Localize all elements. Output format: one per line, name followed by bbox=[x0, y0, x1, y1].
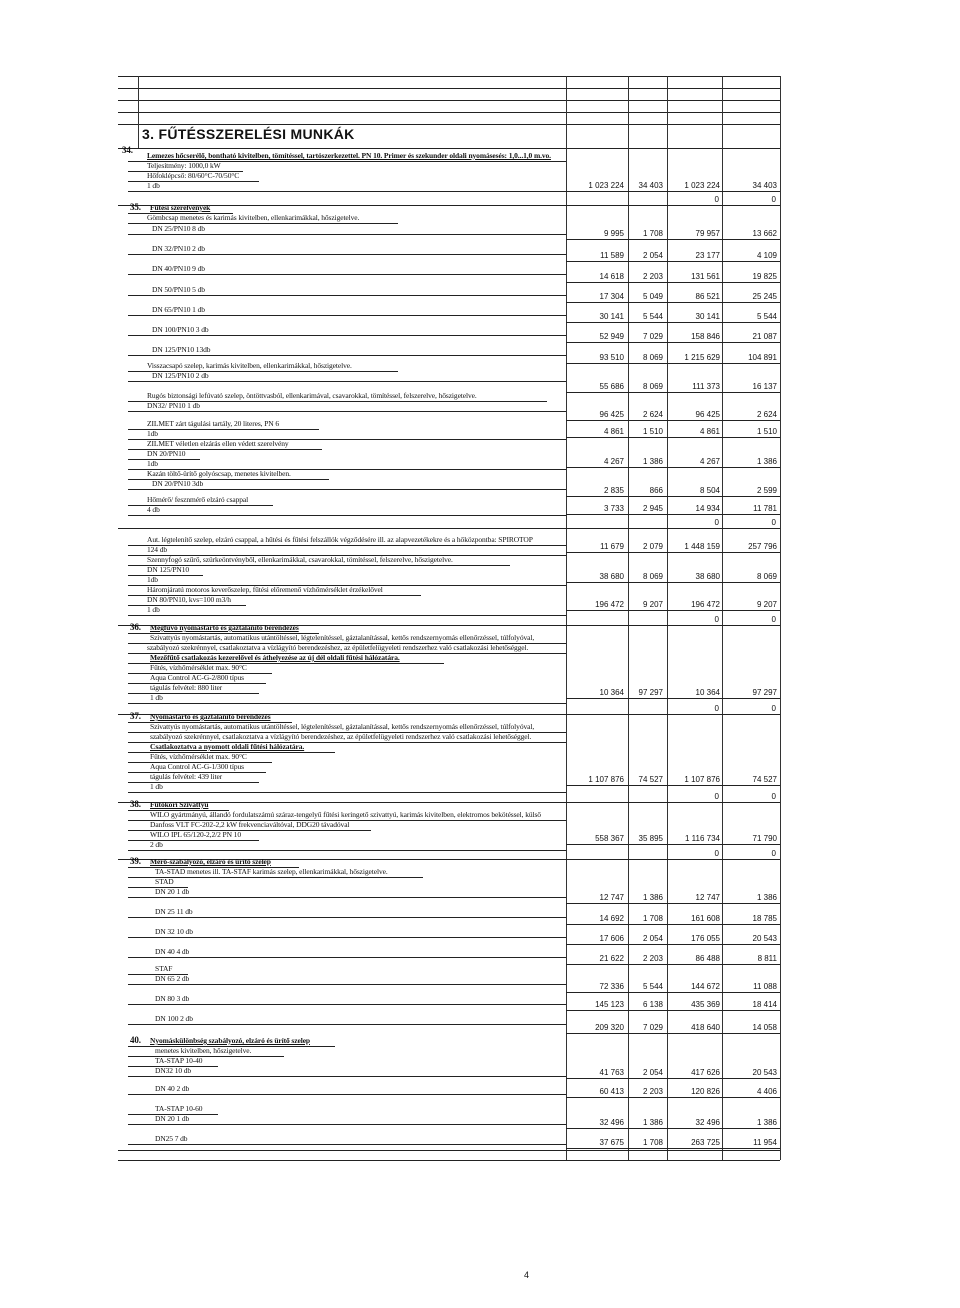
item-description: Nyomástartó és gáztalanító berendezés bbox=[150, 712, 271, 721]
unit-labour-price: 2 054 bbox=[642, 251, 663, 260]
item-description: WILO gyártmányú, állandó fordulatszámú száraz-tengelyű fűtési keringető szivattyú, karimás kivitelben, elektromos bekötéssel, külső bbox=[150, 810, 541, 819]
total-labour-price: 16 137 bbox=[752, 382, 777, 391]
item-description: Szennyfogó szűrő, szürkeöntvényből, ellenkarimákkal, csavarokkal, tömítéssel, felszerelve, hőszigetelve. bbox=[147, 555, 453, 564]
item-description: Nyomáskülönbség szabályozó, elzáró és ürítő szelep bbox=[150, 1036, 310, 1045]
row-rule bbox=[566, 924, 780, 925]
item-description: Teljesítmény: 1000,0 kW bbox=[147, 161, 221, 170]
unit-material-price: 4 267 bbox=[603, 457, 624, 466]
item-quantity: DN32/ PN10 1 db bbox=[147, 401, 200, 410]
unit-labour-price: 5 544 bbox=[642, 982, 663, 991]
total-material-price: 144 672 bbox=[691, 982, 720, 991]
header-rule bbox=[118, 100, 780, 101]
row-rule bbox=[128, 575, 203, 576]
row-rule bbox=[128, 693, 259, 694]
total-material-price: 1 116 734 bbox=[685, 834, 720, 843]
total-labour-price: 257 796 bbox=[748, 542, 777, 551]
item-quantity: 1db bbox=[147, 575, 158, 584]
row-rule bbox=[128, 984, 566, 985]
row-rule bbox=[566, 302, 780, 303]
item-description: Csatlakoztatva a nyomott oldali fűtési hálózatára. bbox=[150, 742, 305, 751]
row-rule bbox=[128, 605, 246, 606]
total-material-price: 30 141 bbox=[695, 312, 720, 321]
header-rule bbox=[118, 76, 780, 77]
item-quantity: 1 db bbox=[147, 605, 160, 614]
item-description: ZILMET zárt tágulási tartály, 20 literes, PN 6 bbox=[147, 419, 280, 428]
header-rule bbox=[118, 112, 780, 113]
zero-value: 0 bbox=[714, 792, 719, 801]
row-rule bbox=[128, 792, 566, 793]
row-rule bbox=[566, 903, 780, 904]
total-material-price: 96 425 bbox=[695, 410, 720, 419]
total-material-price: 4 267 bbox=[699, 457, 720, 466]
item-description: Hőfoklépcső: 80/60°C-70/50°C bbox=[147, 171, 240, 180]
item-quantity: 1 db bbox=[147, 181, 160, 190]
total-material-price: 176 055 bbox=[691, 934, 720, 943]
header-rule bbox=[118, 88, 780, 89]
header-rule bbox=[118, 124, 780, 125]
row-rule bbox=[566, 191, 780, 192]
unit-labour-price: 8 069 bbox=[642, 572, 663, 581]
unit-labour-price: 34 403 bbox=[638, 181, 663, 190]
total-material-price: 435 369 bbox=[691, 1000, 720, 1009]
item-quantity: DN 125/PN10 13db bbox=[152, 345, 211, 354]
row-rule bbox=[566, 392, 780, 393]
total-labour-price: 11 781 bbox=[753, 504, 777, 513]
row-rule bbox=[128, 411, 566, 412]
total-labour-price: 1 510 bbox=[756, 427, 777, 436]
unit-labour-price: 866 bbox=[649, 486, 663, 495]
total-material-price: 263 725 bbox=[691, 1138, 720, 1147]
row-rule bbox=[566, 420, 780, 421]
total-labour-price: 20 543 bbox=[752, 934, 777, 943]
item-description: Fűtési szerelvények bbox=[150, 203, 211, 212]
item-quantity: DN 25/PN10 8 db bbox=[152, 224, 205, 233]
zero-value: 0 bbox=[714, 615, 719, 624]
row-rule bbox=[566, 282, 780, 283]
row-rule bbox=[118, 205, 780, 206]
unit-material-price: 14 692 bbox=[599, 914, 624, 923]
unit-labour-price: 5 544 bbox=[642, 312, 663, 321]
total-labour-price: 97 297 bbox=[752, 688, 777, 697]
item-quantity: 2 db bbox=[150, 840, 163, 849]
unit-material-price: 17 606 bbox=[599, 934, 624, 943]
unit-material-price: 145 123 bbox=[595, 1000, 624, 1009]
unit-labour-price: 1 386 bbox=[642, 893, 663, 902]
total-material-price: 1 448 159 bbox=[684, 542, 720, 551]
row-rule bbox=[128, 1024, 566, 1025]
row-rule bbox=[128, 274, 566, 275]
total-material-price: 4 861 bbox=[699, 427, 720, 436]
total-material-price: 111 373 bbox=[692, 382, 720, 391]
unit-labour-price: 6 138 bbox=[642, 1000, 663, 1009]
item-number: 36. bbox=[130, 622, 141, 632]
total-labour-price: 8 069 bbox=[756, 572, 777, 581]
total-labour-price: 19 825 bbox=[752, 272, 777, 281]
unit-labour-price: 5 049 bbox=[642, 292, 663, 301]
total-labour-price: 18 785 bbox=[752, 914, 777, 923]
item-description: Szivattyús nyomástartás, automatikus utántöltéssel, légtelenítéssel, gáztalanítással, kettős rendszernyomás ellenőrzéssel, túlfolyóval, bbox=[150, 722, 535, 731]
zero-value: 0 bbox=[771, 849, 776, 858]
row-rule bbox=[128, 1076, 566, 1077]
unit-material-price: 3 733 bbox=[603, 504, 624, 513]
item-description: TA-STAP 10-40 bbox=[155, 1056, 203, 1065]
unit-material-price: 2 835 bbox=[603, 486, 624, 495]
unit-labour-price: 8 069 bbox=[642, 353, 663, 362]
row-rule bbox=[566, 992, 780, 993]
unit-labour-price: 7 029 bbox=[642, 1023, 663, 1032]
item-description: Fűtőköri Szivattyú bbox=[150, 800, 209, 809]
row-rule bbox=[566, 785, 780, 786]
item-quantity: DN32 10 db bbox=[155, 1066, 192, 1075]
row-rule bbox=[566, 342, 780, 343]
unit-labour-price: 2 203 bbox=[642, 272, 663, 281]
item-quantity: DN 50/PN10 5 db bbox=[152, 285, 205, 294]
unit-material-price: 4 861 bbox=[603, 427, 624, 436]
total-material-price: 158 846 bbox=[691, 332, 720, 341]
unit-material-price: 17 304 bbox=[599, 292, 624, 301]
item-description: Lemezes hőcserélő, bontható kivitelben, tömítéssel, tartószerkezettel. PN 10. Primer és szekunder oldali nyomásesés: 1,0...1,0 m.vo. bbox=[147, 151, 551, 160]
item-description: szabályozó szekrénnyel, csatlakoztatva a vízlágyító berendezéshez, az épületfelügyeleti rendszerhez való csatlakozási lehetőséggel. bbox=[150, 732, 532, 741]
total-labour-price: 8 811 bbox=[757, 954, 777, 963]
item-description: Aut. légtelenítő szelep, elzáró csappal, a hűtési és fűtési felszállók végződésére ill. az alapvezetékekre és a hőközpontba: SPIROTOP bbox=[147, 535, 533, 544]
total-material-price: 418 640 bbox=[691, 1023, 720, 1032]
item-description: Mérő-szabályozó, elzáró és ürítő szelep bbox=[150, 857, 271, 866]
item-quantity: 124 db bbox=[147, 545, 168, 554]
item-description: Fűtés, vízhőmérséklet max. 90°C bbox=[150, 663, 247, 672]
total-labour-price: 21 087 bbox=[752, 332, 777, 341]
total-labour-price: 74 527 bbox=[752, 775, 777, 784]
total-material-price: 161 608 bbox=[691, 914, 720, 923]
total-material-price: 14 934 bbox=[695, 504, 720, 513]
row-rule bbox=[128, 1124, 566, 1125]
unit-material-price: 30 141 bbox=[599, 312, 624, 321]
item-quantity: DN 25 11 db bbox=[155, 907, 193, 916]
row-rule bbox=[128, 459, 200, 460]
total-labour-price: 1 386 bbox=[756, 893, 777, 902]
zero-value: 0 bbox=[714, 849, 719, 858]
total-labour-price: 20 543 bbox=[752, 1068, 777, 1077]
unit-material-price: 11 589 bbox=[600, 251, 624, 260]
unit-labour-price: 2 203 bbox=[642, 1087, 663, 1096]
unit-material-price: 93 510 bbox=[599, 353, 624, 362]
item-number: 39. bbox=[130, 856, 141, 866]
unit-labour-price: 7 029 bbox=[642, 332, 663, 341]
item-quantity: DN 32/PN10 2 db bbox=[152, 244, 205, 253]
item-quantity: DN 32 10 db bbox=[155, 927, 193, 936]
row-rule bbox=[566, 437, 780, 438]
item-number: 38. bbox=[130, 799, 141, 809]
total-material-price: 86 521 bbox=[695, 292, 720, 301]
item-description: ZILMET véletlen elzárás ellen védett szerelvény bbox=[147, 439, 289, 448]
column-rule bbox=[138, 76, 139, 148]
row-rule bbox=[566, 496, 780, 497]
total-material-price: 417 626 bbox=[691, 1068, 720, 1077]
total-labour-price: 2 599 bbox=[756, 486, 777, 495]
row-rule bbox=[566, 1097, 780, 1098]
unit-labour-price: 35 895 bbox=[638, 834, 663, 843]
item-quantity: DN 125/PN10 2 db bbox=[152, 371, 209, 380]
row-rule bbox=[128, 315, 566, 316]
item-description: Kazán töltő-ürítő golyóscsap, menetes kivitelben. bbox=[147, 469, 291, 478]
row-rule bbox=[128, 782, 259, 783]
item-description: Gömbcsap menetes és karimás kivitelben, ellenkarimákkal, hőszigetelve. bbox=[147, 213, 360, 222]
zero-value: 0 bbox=[714, 518, 719, 527]
total-labour-price: 11 088 bbox=[753, 982, 777, 991]
item-description: DN 125/PN10 bbox=[147, 565, 190, 574]
item-quantity: DN 100 2 db bbox=[155, 1014, 193, 1023]
column-rule bbox=[780, 76, 781, 1160]
row-rule bbox=[128, 1094, 566, 1095]
unit-material-price: 558 367 bbox=[595, 834, 624, 843]
zero-value: 0 bbox=[771, 704, 776, 713]
item-quantity: 1db bbox=[147, 429, 158, 438]
unit-labour-price: 9 207 bbox=[642, 600, 663, 609]
total-material-price: 196 472 bbox=[691, 600, 720, 609]
unit-labour-price: 1 386 bbox=[642, 457, 663, 466]
row-rule bbox=[118, 528, 780, 529]
unit-material-price: 38 680 bbox=[599, 572, 624, 581]
item-description: STAF bbox=[155, 964, 173, 973]
row-rule bbox=[566, 363, 780, 364]
unit-material-price: 12 747 bbox=[599, 893, 624, 902]
row-rule bbox=[566, 1010, 780, 1011]
row-rule bbox=[128, 381, 566, 382]
unit-labour-price: 97 297 bbox=[638, 688, 663, 697]
unit-labour-price: 2 079 bbox=[642, 542, 663, 551]
item-quantity: DN 20 1 db bbox=[155, 1114, 190, 1123]
row-rule bbox=[128, 234, 566, 235]
unit-labour-price: 2 054 bbox=[642, 934, 663, 943]
row-rule bbox=[128, 897, 566, 898]
total-labour-price: 34 403 bbox=[752, 181, 777, 190]
item-description: Háromjáratú motoros keverőszelep, fűtési előremenő vízhőmérséklet érzékelővel bbox=[147, 585, 383, 594]
row-rule bbox=[128, 615, 566, 616]
row-rule bbox=[128, 703, 566, 704]
unit-labour-price: 1 708 bbox=[642, 1138, 663, 1147]
section-heading: 3. FŰTÉSSZERELÉSI MUNKÁK bbox=[142, 126, 355, 142]
row-rule bbox=[566, 698, 780, 699]
unit-material-price: 32 496 bbox=[599, 1118, 624, 1127]
item-description: DN 80/PN10, kvs=100 m3/h bbox=[147, 595, 231, 604]
total-labour-price: 2 624 bbox=[756, 410, 777, 419]
row-rule bbox=[128, 1144, 566, 1145]
row-rule bbox=[566, 944, 780, 945]
total-labour-price: 14 058 bbox=[752, 1023, 777, 1032]
total-labour-price: 18 414 bbox=[752, 1000, 777, 1009]
row-rule bbox=[128, 1004, 566, 1005]
item-description: tágulás felvétel: 439 liter bbox=[150, 772, 223, 781]
unit-labour-price: 1 386 bbox=[642, 1118, 663, 1127]
unit-material-price: 14 618 bbox=[599, 272, 624, 281]
row-rule bbox=[566, 1033, 780, 1034]
unit-labour-price: 1 510 bbox=[642, 427, 663, 436]
unit-material-price: 11 679 bbox=[600, 542, 624, 551]
unit-material-price: 96 425 bbox=[599, 410, 624, 419]
footer-rule bbox=[118, 1160, 780, 1161]
row-rule bbox=[128, 850, 566, 851]
header-rule bbox=[118, 148, 780, 149]
unit-labour-price: 8 069 bbox=[642, 382, 663, 391]
unit-material-price: 60 413 bbox=[599, 1087, 624, 1096]
total-material-price: 12 747 bbox=[695, 893, 720, 902]
zero-value: 0 bbox=[771, 518, 776, 527]
row-rule bbox=[128, 489, 566, 490]
item-description: DN 20/PN10 bbox=[147, 449, 186, 458]
item-number: 35. bbox=[130, 202, 141, 212]
total-material-price: 131 561 bbox=[691, 272, 720, 281]
item-description: STAD bbox=[155, 877, 174, 886]
unit-material-price: 52 949 bbox=[599, 332, 624, 341]
total-material-price: 23 177 bbox=[695, 251, 720, 260]
row-rule bbox=[128, 515, 566, 516]
total-labour-price: 13 662 bbox=[752, 229, 777, 238]
unit-material-price: 55 686 bbox=[599, 382, 624, 391]
item-quantity: DN 65/PN10 1 db bbox=[152, 305, 205, 314]
unit-material-price: 1 023 224 bbox=[588, 181, 624, 190]
item-quantity: DN 20 1 db bbox=[155, 887, 190, 896]
total-material-price: 8 504 bbox=[699, 486, 720, 495]
item-description: menetes kivitelben, hőszigetelve. bbox=[155, 1046, 252, 1055]
item-description: szabályozó szekrénnyel, csatlakoztatva a vízlágyító berendezéshez, az épületfelügyeleti rendszerhez való csatlakozási lehetőséggel. bbox=[147, 643, 529, 652]
row-rule bbox=[566, 261, 780, 262]
unit-material-price: 196 472 bbox=[595, 600, 624, 609]
total-labour-price: 25 245 bbox=[752, 292, 777, 301]
item-description: Megfúvó nyomástartó és gáztalanító berendezés bbox=[150, 623, 299, 632]
total-labour-price: 11 954 bbox=[753, 1138, 777, 1147]
total-labour-price: 4 109 bbox=[756, 251, 777, 260]
total-material-price: 1 215 629 bbox=[684, 353, 720, 362]
row-rule bbox=[128, 957, 566, 958]
item-quantity: DN 100/PN10 3 db bbox=[152, 325, 209, 334]
unit-labour-price: 1 708 bbox=[642, 914, 663, 923]
item-description: Aqua Control AC-G-2/800 típus bbox=[150, 673, 244, 682]
row-rule bbox=[128, 917, 566, 918]
zero-value: 0 bbox=[771, 195, 776, 204]
total-material-price: 1 107 876 bbox=[684, 775, 720, 784]
row-rule bbox=[128, 545, 566, 546]
item-quantity: DN25 7 db bbox=[155, 1134, 188, 1143]
item-quantity: DN 40 2 db bbox=[155, 1084, 190, 1093]
item-description: TA-STAD menetes ill. TA-STAF karimás szelep, ellenkarimákkal, hőszigetelve. bbox=[155, 867, 388, 876]
row-rule bbox=[566, 582, 780, 583]
total-labour-price: 104 891 bbox=[748, 353, 777, 362]
zero-value: 0 bbox=[771, 615, 776, 624]
total-material-price: 10 364 bbox=[695, 688, 720, 697]
row-rule bbox=[128, 937, 566, 938]
row-rule bbox=[566, 467, 780, 468]
item-description: Hőmérő/ fesznmérő elzáró csappal bbox=[147, 495, 249, 504]
row-rule bbox=[128, 1056, 284, 1057]
row-rule bbox=[566, 1078, 780, 1079]
row-rule bbox=[566, 239, 780, 240]
row-rule bbox=[128, 355, 566, 356]
item-description: Danfoss VLT FC-202-2,2 kW frekvenciaváltóval, DDG20 távadóval bbox=[150, 820, 350, 829]
zero-value: 0 bbox=[714, 704, 719, 713]
row-rule bbox=[566, 514, 780, 515]
unit-material-price: 10 364 bbox=[599, 688, 624, 697]
unit-material-price: 1 107 876 bbox=[588, 775, 624, 784]
item-number: 40. bbox=[130, 1035, 141, 1045]
item-quantity: 4 db bbox=[147, 505, 160, 514]
item-number: 37. bbox=[130, 711, 141, 721]
unit-material-price: 9 995 bbox=[603, 229, 624, 238]
row-rule bbox=[128, 295, 566, 296]
row-rule bbox=[566, 610, 780, 611]
unit-labour-price: 2 054 bbox=[642, 1068, 663, 1077]
item-quantity: DN 20/PN10 3db bbox=[152, 479, 204, 488]
unit-material-price: 21 622 bbox=[599, 954, 624, 963]
unit-material-price: 41 763 bbox=[599, 1068, 624, 1077]
item-description: TA-STAP 10-60 bbox=[155, 1104, 203, 1113]
item-quantity: DN 80 3 db bbox=[155, 994, 190, 1003]
page-number: 4 bbox=[524, 1270, 530, 1280]
total-labour-price: 1 386 bbox=[756, 457, 777, 466]
row-rule bbox=[118, 802, 780, 803]
unit-labour-price: 74 527 bbox=[638, 775, 663, 784]
item-description: WILO IPL 65/120-2,2/2 PN 10 bbox=[150, 830, 241, 839]
unit-labour-price: 1 708 bbox=[642, 229, 663, 238]
row-rule bbox=[566, 964, 780, 965]
row-rule bbox=[566, 1148, 780, 1149]
row-rule bbox=[566, 844, 780, 845]
total-material-price: 120 826 bbox=[691, 1087, 720, 1096]
item-description: Szivattyús nyomástartás, automatikus utántöltéssel, légtelenítéssel, gáztalanítással, kettős rendszernyomás ellenőrzéssel, túlfolyóval, bbox=[150, 633, 535, 642]
row-rule bbox=[128, 335, 566, 336]
total-labour-price: 5 544 bbox=[756, 312, 777, 321]
footer-rule bbox=[118, 1150, 780, 1151]
row-rule bbox=[566, 1128, 780, 1129]
total-material-price: 38 680 bbox=[695, 572, 720, 581]
unit-material-price: 37 675 bbox=[599, 1138, 624, 1147]
total-labour-price: 9 207 bbox=[756, 600, 777, 609]
item-description: tágulás felvétel: 880 liter bbox=[150, 683, 223, 692]
row-rule bbox=[128, 840, 259, 841]
item-quantity: DN 40/PN10 9 db bbox=[152, 264, 205, 273]
row-rule bbox=[128, 254, 566, 255]
row-rule bbox=[128, 191, 566, 192]
row-rule bbox=[566, 322, 780, 323]
item-description: Visszacsapó szelep, karimás kivitelben, ellenkarimákkal, hőszigetelve. bbox=[147, 361, 352, 370]
item-quantity: 1db bbox=[147, 459, 158, 468]
item-quantity: 1 db bbox=[150, 693, 163, 702]
item-quantity: DN 40 4 db bbox=[155, 947, 190, 956]
item-quantity: DN 65 2 db bbox=[155, 974, 190, 983]
unit-labour-price: 2 945 bbox=[642, 504, 663, 513]
item-number: 34. bbox=[122, 145, 133, 155]
zero-value: 0 bbox=[714, 195, 719, 204]
zero-value: 0 bbox=[771, 792, 776, 801]
item-description: Rugós biztonsági lefúvató szelep, öntöttvasból, ellenkarimával, csavarokkal, tömítéssel, felszerelve, hőszigetelve. bbox=[147, 391, 477, 400]
unit-material-price: 72 336 bbox=[599, 982, 624, 991]
unit-material-price: 209 320 bbox=[595, 1023, 624, 1032]
unit-labour-price: 2 624 bbox=[642, 410, 663, 419]
item-description: Fűtés, vízhőmérséklet max. 90°C bbox=[150, 752, 247, 761]
total-material-price: 86 488 bbox=[695, 954, 720, 963]
total-labour-price: 4 406 bbox=[756, 1087, 777, 1096]
row-rule bbox=[566, 552, 780, 553]
unit-labour-price: 2 203 bbox=[642, 954, 663, 963]
item-description: Aqua Control AC-G-1/300 típus bbox=[150, 762, 244, 771]
total-material-price: 79 957 bbox=[695, 229, 720, 238]
total-material-price: 32 496 bbox=[695, 1118, 720, 1127]
total-material-price: 1 023 224 bbox=[684, 181, 720, 190]
item-quantity: 1 db bbox=[150, 782, 163, 791]
total-labour-price: 71 790 bbox=[752, 834, 777, 843]
item-description: Mezőfűtő csatlakozás kezerelővel és áthelyezése az új dél oldali fűtési hálózatára. bbox=[150, 653, 400, 662]
total-labour-price: 1 386 bbox=[756, 1118, 777, 1127]
